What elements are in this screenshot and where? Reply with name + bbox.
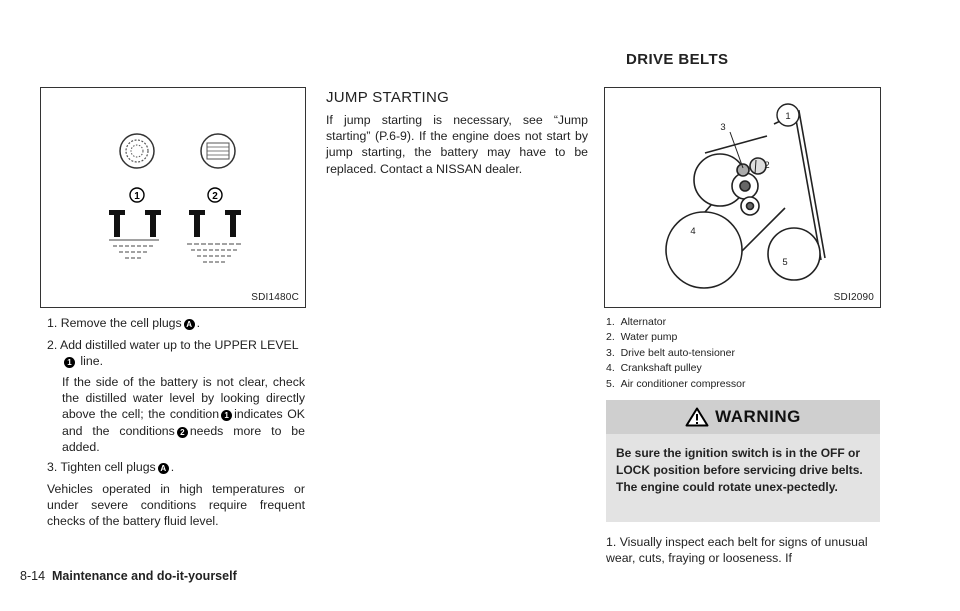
svg-text:1: 1	[134, 191, 140, 202]
legend-item: 4. Crankshaft pulley	[606, 362, 702, 375]
belt-label-3: 3	[720, 122, 726, 133]
belt-label-2: 2	[764, 160, 770, 171]
section-name: Maintenance and do-it-yourself	[51, 569, 237, 583]
cell-plug-top-right	[201, 134, 235, 168]
legend-item: 3. Drive belt auto-tensioner	[606, 346, 735, 359]
figure-code: SDI2090	[833, 292, 874, 303]
marker-a-icon: A	[184, 319, 195, 330]
legend-item: 5. Air conditioner compressor	[606, 377, 746, 390]
drive-belts-title: DRIVE BELTS	[626, 51, 729, 68]
belt-label-5: 5	[782, 257, 788, 268]
ac-compressor-pulley	[768, 228, 820, 280]
warning-title: WARNING	[715, 407, 801, 426]
cell-1-side-view	[109, 210, 161, 237]
page-footer	[20, 569, 237, 583]
step-3: 3. Tighten cell plugs A .	[47, 460, 175, 474]
warning-triangle-icon	[685, 407, 709, 427]
marker-1-icon: 1	[221, 410, 232, 421]
battery-cell-figure	[40, 87, 306, 308]
crankshaft-pulley	[666, 212, 742, 288]
figure-code: SDI1480C	[251, 292, 299, 303]
step-2: 2. Add distilled water up to the UPPER LEVEL 1 line.	[47, 338, 299, 369]
belt-label-4: 4	[690, 226, 696, 237]
warning-header	[606, 400, 880, 434]
belt-legend	[606, 315, 878, 392]
cell-1-water-level	[109, 240, 159, 258]
cell-2-side-view	[189, 210, 241, 237]
marker-a-icon: A	[158, 463, 169, 474]
svg-text:2: 2	[212, 191, 218, 202]
label-1-marker	[130, 188, 144, 202]
cell-plug-top-left	[120, 134, 154, 168]
legend-item: 2. Water pump	[606, 331, 678, 344]
marker-2-icon: 2	[177, 427, 188, 438]
jump-starting-title: JUMP STARTING	[326, 89, 450, 106]
step-2-paragraph: If the side of the battery is not clear, check the distilled water level by looking directly above the cell; the condition 1 indicates OK and the conditions 2 needs more to be added.	[62, 375, 306, 454]
marker-1-icon: 1	[64, 357, 75, 368]
label-2-marker	[208, 188, 222, 202]
drive-belt-figure	[604, 87, 881, 308]
drive-belt-diagram	[605, 88, 880, 293]
cell-2-water-level	[187, 244, 243, 262]
warning-body	[606, 434, 880, 522]
legend-item: 1. Alternator	[606, 316, 667, 328]
jump-starting-text: If jump starting is necessary, see “Jump starting” (P.6-9). If the engine does not start by jump starting, the battery may have to be replaced. Contact a NISSAN dealer.	[326, 113, 588, 176]
battery-note: Vehicles operated in high temperatures or under severe conditions require frequent checks of the battery fluid level.	[47, 482, 305, 529]
step-1: 1. Remove the cell plugs A .	[47, 316, 201, 330]
belt-step-1: 1. Visually inspect each belt for signs of unusual wear, cuts, fraying or looseness. If	[606, 535, 868, 566]
battery-cell-illustration	[41, 88, 305, 293]
page-number: 8-14	[20, 569, 46, 583]
belt-label-1: 1	[785, 111, 791, 122]
warning-text: Be sure the ignition switch is in the OFF or LOCK position before servicing drive belts. The engine could rotate unex-pectedly.	[616, 446, 863, 494]
